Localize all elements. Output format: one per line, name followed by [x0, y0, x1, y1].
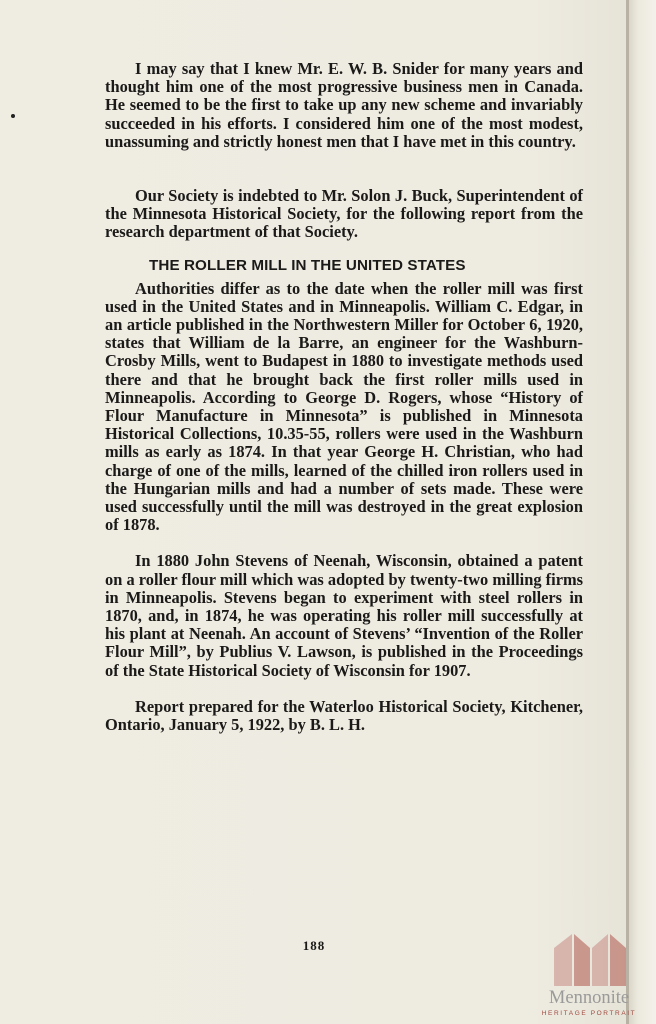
mennonite-heritage-watermark [528, 926, 650, 1020]
section-heading: THE ROLLER MILL IN THE UNITED STATES [149, 256, 466, 274]
page-edge-shadow [626, 0, 629, 1024]
paragraph-snider: I may say that I knew Mr. E. W. B. Snider for many years and thought him one of the most progressive business men in Canada. He seemed to be the first to take up any new scheme and invariably succeeded in his efforts. I considered him one of the most modest, unassuming and strictly honest men that I have met in this country. [105, 59, 583, 151]
watermark-logo-icon [528, 926, 650, 988]
watermark-title: Mennonite [548, 988, 630, 1008]
paragraph-report-credit: Report prepared for the Waterloo Historical Society, Kitchener, Ontario, January 5, 1922, by B. L. H. [105, 696, 583, 735]
margin-speck [11, 114, 15, 118]
paragraph-society-indebted: Our Society is indebted to Mr. Solon J. Buck, Superintendent of the Minnesota Historical Society, for the following report from the research department of that Society. [105, 186, 583, 242]
watermark-subtitle: HERITAGE PORTRAIT [541, 1010, 637, 1017]
page-gutter [628, 0, 656, 1024]
page-body [105, 60, 583, 734]
paragraph-authorities: Authorities differ as to the date when the roller mill was first used in the United States and in Minneapolis. William C. Edgar, in an article published in the Northwestern Miller for October 6, 1920, states that William de la Barre, an engineer for the Washburn-Crosby Mills, went to Budapest in 1880 to investigate methods used there and that he brought back the first roller mills used in Minneapolis. According to George D. Rogers, whose “History of Flour Manufacture in Minnesota” is published in Minnesota Historical Collections, 10.35-55, rollers were used in the Washburn mills as early as 1874. In that year George H. Christian, who had charge of one of the mills, learned of the chilled iron rollers used in the Hungarian mills and had a number of sets made. These were used successfully until the mill was destroyed in the great explosion of 1878. [105, 278, 583, 535]
page-number: 188 [302, 938, 326, 953]
paragraph-stevens: In 1880 John Stevens of Neenah, Wisconsin, obtained a patent on a roller flour mill which was adopted by twenty-two milling firms in Minneapolis. Stevens began to experiment with steel rollers in 1870, and, in 1874, he was operating his roller mill successfully at his plant at Neenah. An account of Stevens’ “Invention of the Roller Flour Mill”, by Publius V. Lawson, is published in the Proceedings of the State Historical Society of Wisconsin for 1907. [105, 551, 583, 680]
